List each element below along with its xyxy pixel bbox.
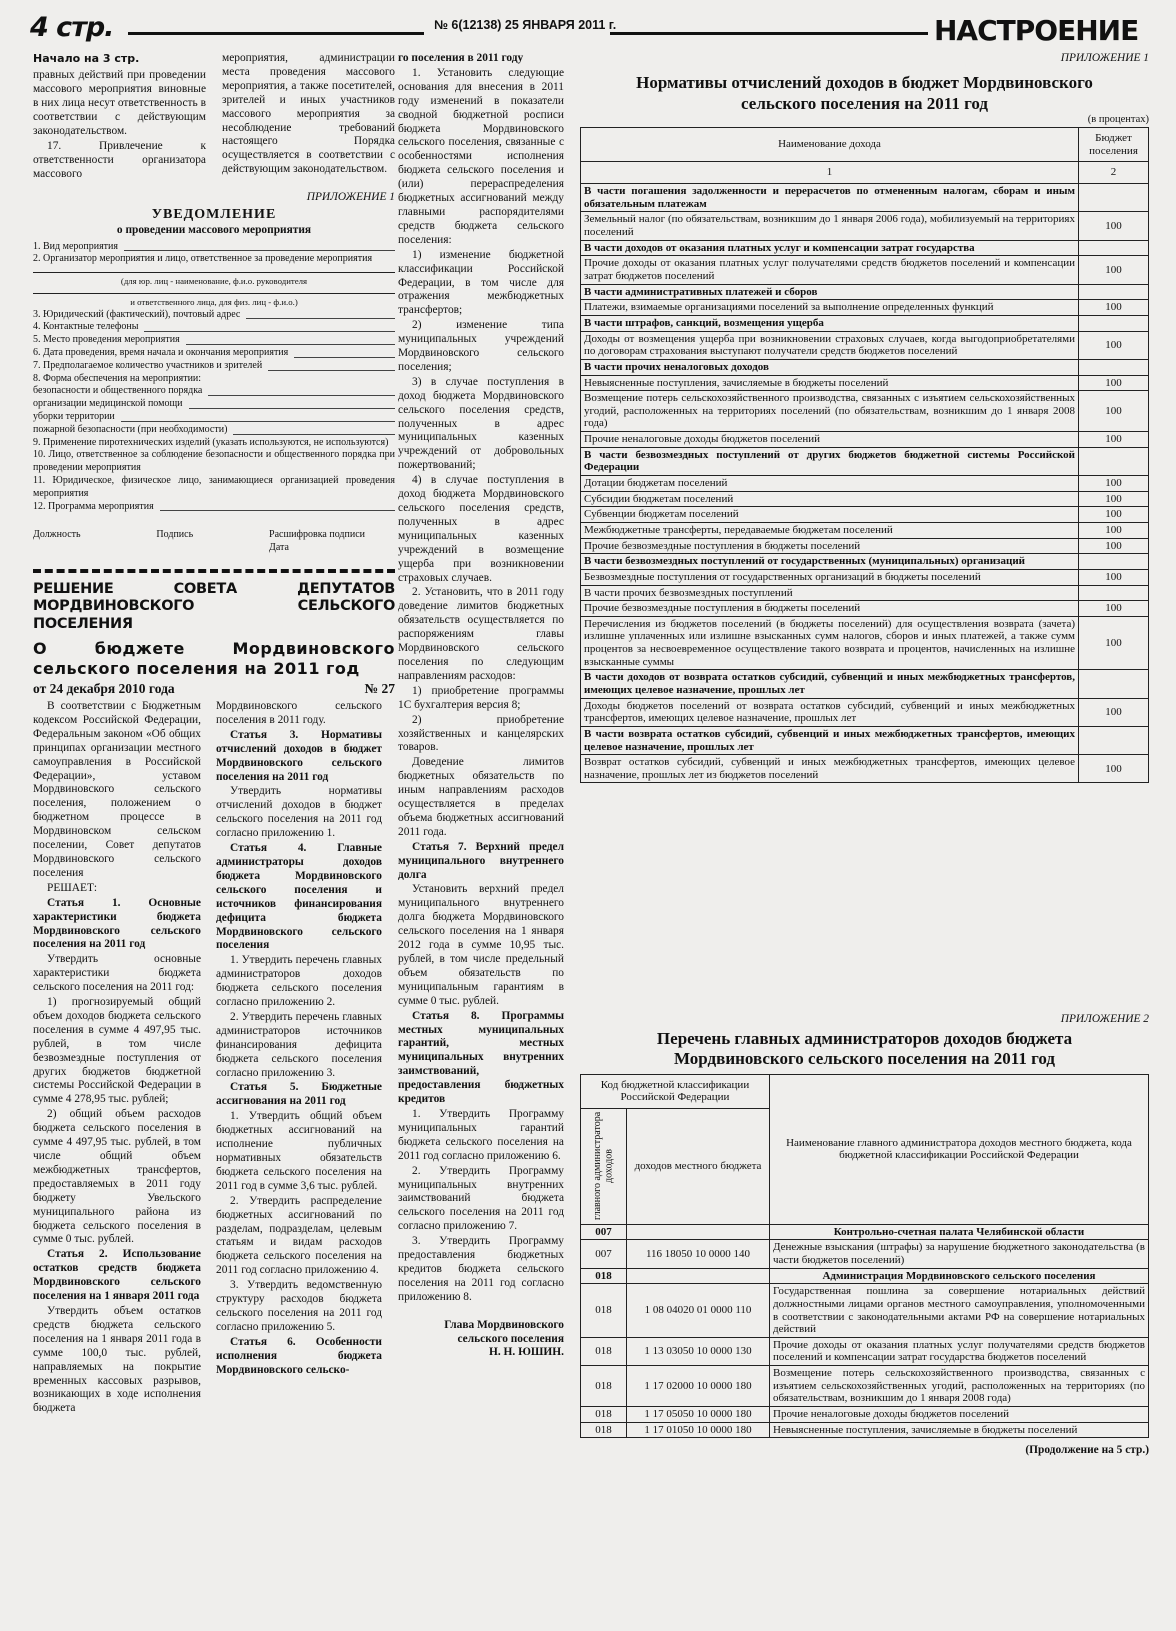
norms-row-name: В части прочих неналоговых доходов	[581, 359, 1079, 375]
signature-block	[398, 1319, 564, 1361]
norms-row-name: В части возврата остатков субсидий, субвенций и иных межбюджетных трансфертов, имеющих целевое назначение, прошлых лет	[581, 726, 1079, 754]
norms-row-value	[1079, 447, 1149, 475]
article-7-title: Статья 7. Верхний предел муниципального внутреннего долга	[398, 840, 564, 881]
norms-row-value: 100	[1079, 212, 1149, 240]
norms-row-name: В части безвозмездных поступлений от других бюджетов бюджетной системы Российской Федерации	[581, 447, 1079, 475]
norms-row-value: 100	[1079, 300, 1149, 316]
income-code: 1 17 01050 10 0000 180	[627, 1422, 770, 1438]
norms-row	[581, 256, 1149, 284]
form-field-8c: уборки территории	[33, 411, 115, 423]
code-header: Код бюджетной классификации Российской Федерации	[581, 1074, 770, 1108]
article-3-title: Статья 3. Нормативы отчислений доходов в бюджет Мордвиновского сельского поселения на 2011 год	[216, 728, 382, 783]
article-8-item-1: 1. Утвердить Программу муниципальных гарантий бюджета сельского поселения на 2011 год согласно приложению 6.	[398, 1107, 564, 1162]
form-field-10: 10. Лицо, ответственное за соблюдение безопасности и общественного порядка при проведении мероприятия	[33, 449, 395, 474]
norms-row	[581, 601, 1149, 617]
norms-row-value: 100	[1079, 698, 1149, 726]
sign-date: Дата	[269, 542, 289, 554]
norms-header-name: Наименование дохода	[581, 128, 1079, 162]
admin-code: 018	[581, 1337, 627, 1365]
norms-row-value	[1079, 726, 1149, 754]
article-1-item-1: 1) прогнозируемый общий объем доходов бюджета сельского поселения в сумме 4 497,95 тыс. рублей, в том числе безвозмездные поступления от других бюджетов бюджетной системы Российской Федерации в сумме 4 278,95 тыс. рублей;	[33, 996, 201, 1106]
norms-row-name: Безвозмездные поступления от государственных организаций в бюджеты поселений	[581, 569, 1079, 585]
administrator-row	[581, 1337, 1149, 1365]
norms-row	[581, 491, 1149, 507]
norms-row	[581, 698, 1149, 726]
article-1-text: Утвердить основные характеристики бюджета сельского поселения на 2011 год:	[33, 953, 201, 994]
header-rule-right	[610, 32, 928, 35]
article-6-item-2c: Доведение лимитов бюджетных обязательств по иным направлениям расходов осуществляется в пределах объема бюджетных ассигнований 2011 года.	[398, 756, 564, 838]
form-field-5: 5. Место проведения мероприятия	[33, 334, 180, 346]
norms-row-value: 100	[1079, 432, 1149, 448]
income-name: Невыясненные поступления, зачисляемые в бюджеты поселений	[770, 1422, 1149, 1438]
norms-row	[581, 212, 1149, 240]
decision-col-2	[216, 700, 382, 1379]
article-4-item-1: 1. Утвердить перечень главных администраторов доходов бюджета сельского поселения согласно приложению 2.	[216, 954, 382, 1009]
income-code: 1 17 02000 10 0000 180	[627, 1366, 770, 1407]
norms-row	[581, 300, 1149, 316]
article-8-item-3: 3. Утвердить Программу предоставления бюджетных кредитов бюджета сельского поселения на 2011 год согласно приложению 8.	[398, 1235, 564, 1303]
income-code: 1 17 05050 10 0000 180	[627, 1407, 770, 1423]
article-8-title: Статья 8. Программы местных муниципальных гарантий, местных муниципальных внутренних заимствований, предоставления бюджетных кредитов	[398, 1009, 564, 1106]
appendix-label: ПРИЛОЖЕНИЕ 1	[306, 190, 395, 203]
norms-row	[581, 755, 1149, 783]
article-5-item-3: 3. Утвердить ведомственную структуру расходов бюджета сельского поселения на 2011 год согласно приложению 5.	[216, 1279, 382, 1333]
norms-row-name: В части прочих безвозмездных поступлений	[581, 585, 1079, 601]
form-note-2: и ответственного лица, для физ. лиц - ф.и.о.)	[130, 297, 298, 308]
admin-code: 007	[581, 1224, 627, 1240]
norms-row-name: Субвенции бюджетам поселений	[581, 507, 1079, 523]
norms-row-name: В части административных платежей и сборов	[581, 284, 1079, 300]
norms-row-value	[1079, 315, 1149, 331]
page-number: 4 стр.	[30, 12, 114, 43]
decision-intro: В соответствии с Бюджетным кодексом Российской Федерации, Федеральным законом «Об общих принципах организации местного самоуправления в Российской Федерации», уставом Мордвиновского сельского поселения, положением о бюджетном процессе в Мордвиновском сельском поселении, Совет депутатов Мордвиновского сельского поселения	[33, 700, 201, 879]
form-field-8b: организации медицинской помощи	[33, 398, 183, 410]
norms-row	[581, 538, 1149, 554]
decision-number: № 27	[364, 681, 395, 697]
continued-text-2: 17. Привлечение к ответственности организатора массового	[33, 139, 206, 180]
norms-row-value	[1079, 240, 1149, 256]
signature-name: Н. Н. ЮШИН.	[488, 1346, 564, 1359]
norms-row-name: Прочие безвозмездные поступления в бюджеты поселений	[581, 538, 1079, 554]
norms-row-value	[1079, 184, 1149, 212]
income-code	[627, 1268, 770, 1284]
form-field-8d: пожарной безопасности (при необходимости)	[33, 423, 228, 435]
article-6-item-1a: 1) изменение бюджетной классификации Российской Федерации, в том числе для отражения межбюджетных трансфертов;	[398, 248, 564, 317]
continued-note: (Продолжение на 5 стр.)	[1025, 1444, 1149, 1457]
norms-row	[581, 507, 1149, 523]
decision-date: от 24 декабря 2010 года	[33, 681, 175, 697]
norms-row-value	[1079, 359, 1149, 375]
article-8-item-2: 2. Утвердить Программу муниципальных внутренних заимствований бюджета сельского поселения на 2011 год согласно приложению 7.	[398, 1164, 564, 1233]
income-code	[627, 1224, 770, 1240]
decision-title: О бюджете Мордвиновского сельского поселения на 2011 год	[33, 639, 395, 679]
administrator-row	[581, 1284, 1149, 1338]
article-6-item-2b: 2) приобретение хозяйственных и канцелярских товаров.	[398, 713, 564, 754]
income-name: Возмещение потерь сельскохозяйственного производства, связанных с изъятием сельскохозяйственных угодий, расположенных на территориях (по обязательствам, возникшим до 1 января 2008 года)	[770, 1366, 1149, 1407]
continued-text-3: мероприятия, администрации места проведения массового мероприятия, а также посетителей, зрителей и иных участников массового мероприятия за несоблюдение требований настоящего Порядка осуществляется в соответствии с действующим законодательством.	[222, 52, 395, 176]
form-field-11: 11. Юридическое, физическое лицо, занимающиеся организацией проведения мероприятия	[33, 475, 395, 499]
income-name: Государственная пошлина за совершение нотариальных действий должностными лицами органов местного самоуправления, уполномоченными в соответствии с законодательными актами РФ на совершение нотариальных действий	[770, 1284, 1149, 1338]
norms-row	[581, 670, 1149, 698]
column-c	[398, 52, 564, 1360]
norms-row-name: Доходы бюджетов поселений от возврата остатков субсидий, субвенций и иных межбюджетных трансфертов, имеющих целевое назначение, прошлых лет	[581, 698, 1079, 726]
administrator-row	[581, 1224, 1149, 1240]
norms-row-name: Межбюджетные трансферты, передаваемые бюджетам поселений	[581, 522, 1079, 538]
norms-row-value: 100	[1079, 375, 1149, 391]
income-code: 1 13 03050 10 0000 130	[627, 1337, 770, 1365]
norms-row-value: 100	[1079, 522, 1149, 538]
norms-row-value	[1079, 284, 1149, 300]
norms-row-value: 100	[1079, 331, 1149, 359]
norms-row	[581, 522, 1149, 538]
norms-row	[581, 569, 1149, 585]
form-field-1: 1. Вид мероприятия	[33, 240, 118, 252]
norms-row	[581, 331, 1149, 359]
norms-row	[581, 359, 1149, 375]
administrator-row	[581, 1268, 1149, 1284]
signature-line-1: Глава Мордвиновского	[444, 1318, 564, 1331]
norms-header-num-2: 2	[1079, 162, 1149, 184]
article-6-title: Статья 6. Особенности исполнения бюджета Мордвиновского сельско-	[216, 1335, 382, 1376]
article-6-item-2: 2. Установить, что в 2011 году доведение лимитов бюджетных обязательств осуществляется по распоряжениям главы Мордвиновского сельского поселения по следующим направлениям расходов:	[398, 586, 564, 682]
norms-row	[581, 476, 1149, 492]
article-5-item-2: 2. Утвердить распределение бюджетных ассигнований по разделам, подразделам, целевым статьям и видам расходов бюджета сельского поселения на 2011 год согласно приложению 4.	[216, 1194, 382, 1277]
norms-row-value	[1079, 670, 1149, 698]
norms-row-name: Возмещение потерь сельскохозяйственного производства, связанных с изъятием сельскохозяйственных угодий, расположенных на территориях поселений (по обязательствам, возникшим до 1 января 2008 года)	[581, 391, 1079, 432]
signature-line-2: сельского поселения	[457, 1332, 564, 1345]
norms-row-name: Земельный налог (по обязательствам, возникшим до 1 января 2006 года), мобилизуемый на территориях поселений	[581, 212, 1079, 240]
article-3-text: Утвердить нормативы отчислений доходов в бюджет сельского поселения на 2011 год согласно приложению 1.	[216, 785, 382, 840]
admin-name-header: Наименование главного администратора доходов местного бюджета, кода бюджетной классификации Российской Федерации	[770, 1074, 1149, 1224]
notice-subtitle: о проведении массового мероприятия	[116, 223, 312, 236]
norms-row-value: 100	[1079, 476, 1149, 492]
norms-row-name: В части доходов от возврата остатков субсидий, субвенций и иных межбюджетных трансфертов, имеющих целевое назначение, прошлых лет	[581, 670, 1079, 698]
norms-row	[581, 315, 1149, 331]
norms-row	[581, 240, 1149, 256]
decides-label: РЕШАЕТ:	[47, 881, 98, 894]
norms-row-name: В части доходов от оказания платных услуг и компенсации затрат государства	[581, 240, 1079, 256]
article-2-title: Статья 2. Использование остатков средств бюджета Мордвиновского сельского поселения на 1 января 2011 года	[33, 1248, 201, 1303]
norms-row-value: 100	[1079, 391, 1149, 432]
admin-code: 018	[581, 1366, 627, 1407]
norms-row-name: В части безвозмездных поступлений от государственных (муниципальных) организаций	[581, 554, 1079, 570]
norms-row-name: Возврат остатков субсидий, субвенций и иных межбюджетных трансфертов, имеющих целевое назначение, прошлых лет из бюджетов поселений	[581, 755, 1079, 783]
administrator-row	[581, 1366, 1149, 1407]
administrator-row	[581, 1240, 1149, 1268]
norms-row-value: 100	[1079, 256, 1149, 284]
dashed-separator	[33, 569, 395, 573]
norms-header-num-1: 1	[581, 162, 1079, 184]
admin-code: 018	[581, 1422, 627, 1438]
norms-row-name: Прочие неналоговые доходы бюджетов поселений	[581, 432, 1079, 448]
norms-table	[580, 127, 1149, 783]
income-name: Прочие доходы от оказания платных услуг получателями средств бюджетов поселений и компенсации затрат государства бюджетов поселений	[770, 1337, 1149, 1365]
administrator-row	[581, 1422, 1149, 1438]
article-5-item-1: 1. Утвердить общий объем бюджетных ассигнований на исполнение публичных нормативных обязательств бюджета сельского поселения на 2011 год в сумме 3,6 тыс. рублей.	[216, 1110, 382, 1192]
form-field-3: 3. Юридический (фактический), почтовый адрес	[33, 308, 241, 320]
norms-row	[581, 184, 1149, 212]
article-1-title: Статья 1. Основные характеристики бюджета Мордвиновского сельского поселения на 2011 год	[33, 896, 201, 951]
article-4-title: Статья 4. Главные администраторы доходов бюджета Мордвиновского сельского поселения и источников финансирования дефицита бюджета Мордвиновского сельского поселения	[216, 842, 382, 952]
form-note-1: (для юр. лиц - наименование, ф.и.о. руководителя	[120, 276, 308, 287]
article-6-item-2a: 1) приобретение программы 1С бухгалтерия версия 8;	[398, 684, 564, 711]
administrator-row	[581, 1407, 1149, 1423]
continued-text: правных действий при проведении массового мероприятия виновные в них лица несут ответственность в соответствии с действующим законодательством.	[33, 69, 206, 138]
article-6-item-1d: 4) в случае поступления в доход бюджета Мордвиновского сельского поселения средств, полученных в адрес муниципальных казенных учреждений в возмещение ущерба при возникновении страховых случаев.	[398, 474, 564, 584]
sign-signature: Подпись	[156, 529, 194, 541]
income-name: Администрация Мордвиновского сельского поселения	[770, 1268, 1149, 1284]
form-field-2: 2. Организатор мероприятия и лицо, ответственное за проведение мероприятия	[33, 253, 373, 265]
admin-code: 007	[581, 1240, 627, 1268]
decision-col-1	[33, 700, 201, 1417]
income-name: Прочие неналоговые доходы бюджетов поселений	[770, 1407, 1149, 1423]
norms-row	[581, 585, 1149, 601]
local-code-header: доходов местного бюджета	[627, 1108, 770, 1224]
norms-row-name: Перечисления из бюджетов поселений (в бюджеты поселений) для осуществления возврата (зачета) излишне уплаченных или излишне взысканных сумм налогов, сборов и иных платежей, а также сумм процентов за несвоевременное осуществление такого возврата и процентов, начисленных на излишне взысканные суммы	[581, 616, 1079, 670]
decision-heading: РЕШЕНИЕ СОВЕТА ДЕПУТАТОВ МОРДВИНОВСКОГО СЕЛЬСКОГО ПОСЕЛЕНИЯ	[33, 580, 395, 632]
appendix-1-label: ПРИЛОЖЕНИЕ 1	[1060, 52, 1149, 64]
appendix-2-title: Перечень главных администраторов доходов бюджета Мордвиновского сельского поселения на 2011 год	[656, 1028, 1073, 1069]
norms-row-value	[1079, 585, 1149, 601]
norms-row-name: В части погашения задолженности и перерасчетов по отмененным налогам, сборам и иным обязательным платежам	[581, 184, 1079, 212]
article-6-item-1: 1. Установить следующие основания для внесения в 2011 году изменений в показатели сводной бюджетной росписи бюджета Мордвиновского сельского поселения, связанные с особенностями исполнения бюджета сельского поселения и (или) перераспределения бюджетных ассигнований между главными распорядителями средств бюджета сельского поселения:	[398, 66, 564, 246]
form-field-7: 7. Предполагаемое количество участников и зрителей	[33, 359, 263, 371]
form-field-8: 8. Форма обеспечения на мероприятии:	[33, 372, 202, 384]
norms-row	[581, 284, 1149, 300]
col-c-text: го поселения в 2011 году	[398, 52, 524, 64]
norms-row-name: Субсидии бюджетам поселений	[581, 491, 1079, 507]
norms-row-value: 100	[1079, 601, 1149, 617]
article-2-text: Утвердить объем остатков средств бюджета сельского поселения на 1 января 2011 года в сумме 100,0 тыс. рублей, направляемых на покрытие временных кассовых разрывов, возникающих в ходе исполнения бюджета	[33, 1304, 201, 1415]
form-field-4: 4. Контактные телефоны	[33, 321, 139, 333]
appendix-2	[580, 1013, 1149, 1458]
norms-row-name: Невыясненные поступления, зачисляемые в бюджеты поселений	[581, 375, 1079, 391]
norms-row-value: 100	[1079, 569, 1149, 585]
norms-header-budget: Бюджет поселения	[1079, 128, 1149, 162]
admin-code-header: главного администратора доходов	[581, 1108, 627, 1224]
article-5-title: Статья 5. Бюджетные ассигнования на 2011 год	[216, 1081, 382, 1108]
form-field-12: 12. Программа мероприятия	[33, 500, 154, 512]
income-name: Контрольно-счетная палата Челябинской области	[770, 1224, 1149, 1240]
header-rule-left	[128, 32, 424, 35]
article-7-text: Установить верхний предел муниципального внутреннего долга бюджета Мордвиновского сельского поселения на 1 января 2012 года в сумме 10,95 тыс. рублей, в том числе предельный объем обязательств по муниципальным гарантиям в сумме 0 тыс. рублей.	[398, 883, 564, 1007]
income-code: 116 18050 10 0000 140	[627, 1240, 770, 1268]
article-4-item-2: 2. Утвердить перечень главных администраторов источников финансирования дефицита бюджета сельского поселения согласно приложению 3.	[216, 1010, 382, 1079]
form-field-8a: безопасности и общественного порядка	[33, 385, 203, 397]
admin-code: 018	[581, 1284, 627, 1338]
norms-row-name: Прочие безвозмездные поступления в бюджеты поселений	[581, 601, 1079, 617]
norms-row-name: Дотации бюджетам поселений	[581, 476, 1079, 492]
norms-row-name: Прочие доходы от оказания платных услуг получателями средств бюджетов поселений и компенсации затрат бюджетов поселений	[581, 256, 1079, 284]
norms-row	[581, 616, 1149, 670]
norms-row-value: 100	[1079, 507, 1149, 523]
norms-row	[581, 375, 1149, 391]
norms-row-name: Платежи, взимаемые организациями поселений за выполнение определенных функций	[581, 300, 1079, 316]
appendix-1	[580, 52, 1149, 783]
norms-row-value: 100	[1079, 491, 1149, 507]
article-1-item-2: 2) общий объем расходов бюджета сельского поселения в сумме 4 497,95 тыс. рублей, в том числе общий объем межбюджетных трансфертов, предоставляемых в 2011 году бюджету Увельского муниципального района из бюджета сельского поселения в сумме 0 тыс. рублей.	[33, 1108, 201, 1246]
income-code: 1 08 04020 01 0000 110	[627, 1284, 770, 1338]
notice-title: УВЕДОМЛЕНИЕ	[151, 206, 277, 222]
appendix-2-label: ПРИЛОЖЕНИЕ 2	[1060, 1013, 1149, 1025]
admin-code: 018	[581, 1268, 627, 1284]
article-6-item-1c: 3) в случае поступления в доход бюджета Мордвиновского сельского поселения средств, полученных в адрес муниципальных казенных учреждений от добровольных пожертвований;	[398, 375, 564, 472]
sign-decode: Расшифровка подписи	[269, 529, 365, 541]
norms-row-value: 100	[1079, 616, 1149, 670]
norms-row	[581, 432, 1149, 448]
norms-row-value: 100	[1079, 755, 1149, 783]
form-field-6: 6. Дата проведения, время начала и окончания мероприятия	[33, 347, 289, 359]
norms-row	[581, 726, 1149, 754]
sign-position: Должность	[33, 529, 81, 541]
norms-row	[581, 554, 1149, 570]
appendix-1-title: Нормативы отчислений доходов в бюджет Мордвиновского сельского поселения на 2011 год	[636, 72, 1093, 114]
administrators-table	[580, 1074, 1149, 1439]
article-6-item-1b: 2) изменение типа муниципальных учреждений Мордвиновского сельского поселения;	[398, 319, 564, 373]
col-b-text: Мордвиновского сельского поселения в 2011 году.	[216, 700, 382, 726]
norms-row-value: 100	[1079, 538, 1149, 554]
income-name: Денежные взыскания (штрафы) за нарушение бюджетного законодательства (в части бюджетов поселений)	[770, 1240, 1149, 1268]
norms-row-name: В части штрафов, санкций, возмещения ущерба	[581, 315, 1079, 331]
section-title: НАСТРОЕНИЕ	[934, 14, 1139, 47]
continued-label: Начало на 3 стр.	[33, 52, 140, 65]
norms-row-value	[1079, 554, 1149, 570]
issue-info: № 6(12138) 25 ЯНВАРЯ 2011 г.	[434, 18, 617, 32]
continued-block	[33, 52, 206, 183]
norms-row	[581, 447, 1149, 475]
form-field-9: 9. Применение пиротехнических изделий (указать используются, не используются)	[33, 436, 389, 448]
norms-row-name: Доходы от возмещения ущерба при возникновении страховых случаев, когда выгодоприобретателями по договорам страхования выступают получатели средств бюджетов поселений	[581, 331, 1079, 359]
norms-row	[581, 391, 1149, 432]
appendix-1-unit: (в процентах)	[1087, 114, 1149, 126]
column-a	[33, 52, 395, 698]
admin-code: 018	[581, 1407, 627, 1423]
